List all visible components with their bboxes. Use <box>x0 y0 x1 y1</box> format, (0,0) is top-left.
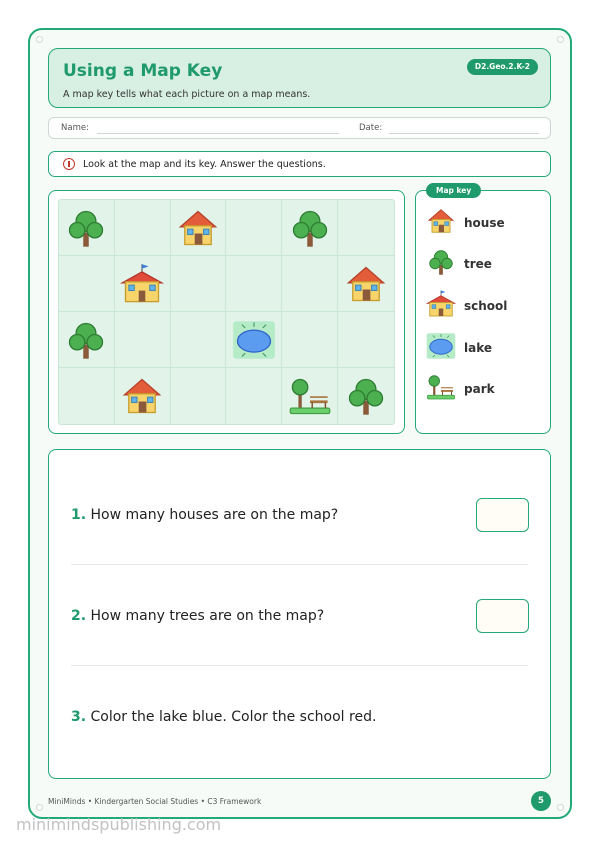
map-cell <box>338 312 394 368</box>
question-divider <box>71 665 528 666</box>
map-key-label: house <box>464 216 505 230</box>
worksheet-header <box>48 48 551 108</box>
map-cell <box>282 200 338 256</box>
question-number: 1. <box>71 507 87 523</box>
corner-dot-top-right <box>557 36 564 43</box>
school-icon <box>426 289 456 323</box>
map-school-icon <box>120 262 164 306</box>
map-tree-icon <box>344 374 388 418</box>
name-date-bar <box>48 117 551 139</box>
map-cell <box>338 256 394 312</box>
map-cell <box>338 368 394 424</box>
name-label: Name: <box>61 123 89 133</box>
map-cell <box>282 368 338 424</box>
map-cell <box>226 200 282 256</box>
map-cell <box>115 368 171 424</box>
map-tree-icon <box>64 206 108 250</box>
map-cell <box>226 368 282 424</box>
map-key-title: Map key <box>426 183 481 198</box>
map-key-item-house <box>426 208 505 238</box>
question-divider <box>71 564 528 565</box>
instruction-text: Look at the map and its key. Answer the questions. <box>83 159 326 170</box>
page-number: 5 <box>531 791 551 811</box>
map-cell <box>338 200 394 256</box>
park-icon <box>426 372 456 406</box>
map-tree-icon <box>288 206 332 250</box>
tree-icon <box>426 247 456 281</box>
map-grid <box>58 199 395 425</box>
map-key-panel <box>415 186 551 434</box>
answer-box-1[interactable] <box>476 498 529 532</box>
corner-dot-bottom-left <box>36 804 43 811</box>
question-text: How many trees are on the map? <box>90 608 325 624</box>
map-tree-icon <box>64 318 108 362</box>
map-lake-icon <box>232 318 276 362</box>
map-cell <box>282 256 338 312</box>
lake-icon <box>426 331 456 365</box>
map-cell <box>59 368 115 424</box>
question-text: How many houses are on the map? <box>90 507 339 523</box>
compass-icon <box>63 158 75 170</box>
corner-dot-top-left <box>36 36 43 43</box>
map-cell <box>59 312 115 368</box>
instruction-bar <box>48 151 551 177</box>
house-icon <box>426 206 456 240</box>
question-number: 3. <box>71 709 87 725</box>
map-park-icon <box>288 374 332 418</box>
map-cell <box>59 200 115 256</box>
map-cell <box>115 200 171 256</box>
map-key-item-lake <box>426 333 492 363</box>
map-key-item-school <box>426 291 507 321</box>
map-key-item-tree <box>426 249 492 279</box>
map-house-icon <box>176 206 220 250</box>
question-number: 2. <box>71 608 87 624</box>
map-cell <box>171 256 227 312</box>
question-text: Color the lake blue. Color the school red. <box>90 709 377 725</box>
date-label: Date: <box>359 123 383 133</box>
map-key-label: park <box>464 382 495 396</box>
footer-text: MiniMinds • Kindergarten Social Studies • C3 Framework <box>48 797 262 806</box>
corner-dot-bottom-right <box>557 804 564 811</box>
page-title: Using a Map Key <box>63 61 223 81</box>
page-subtitle: A map key tells what each picture on a map means. <box>63 89 311 100</box>
answer-box-2[interactable] <box>476 599 529 633</box>
map-key-label: school <box>464 299 508 313</box>
name-field[interactable] <box>97 133 339 134</box>
map-panel <box>48 190 405 434</box>
map-cell <box>282 312 338 368</box>
map-key-label: lake <box>464 341 493 355</box>
map-house-icon <box>344 262 388 306</box>
map-cell <box>59 256 115 312</box>
map-house-icon <box>120 374 164 418</box>
watermark: minimindspublishing.com <box>16 815 222 834</box>
map-cell <box>115 312 171 368</box>
question-2 <box>71 608 324 624</box>
map-cell <box>171 368 227 424</box>
map-cell <box>226 312 282 368</box>
standard-badge: D2.Geo.2.K-2 <box>467 59 538 75</box>
map-cell <box>115 256 171 312</box>
map-cell <box>226 256 282 312</box>
map-cell <box>171 200 227 256</box>
map-key-item-park <box>426 374 495 404</box>
date-field[interactable] <box>389 133 539 134</box>
map-cell <box>171 312 227 368</box>
questions-panel <box>48 449 551 779</box>
map-key-label: tree <box>464 257 492 271</box>
question-3 <box>71 709 376 725</box>
question-1 <box>71 507 338 523</box>
